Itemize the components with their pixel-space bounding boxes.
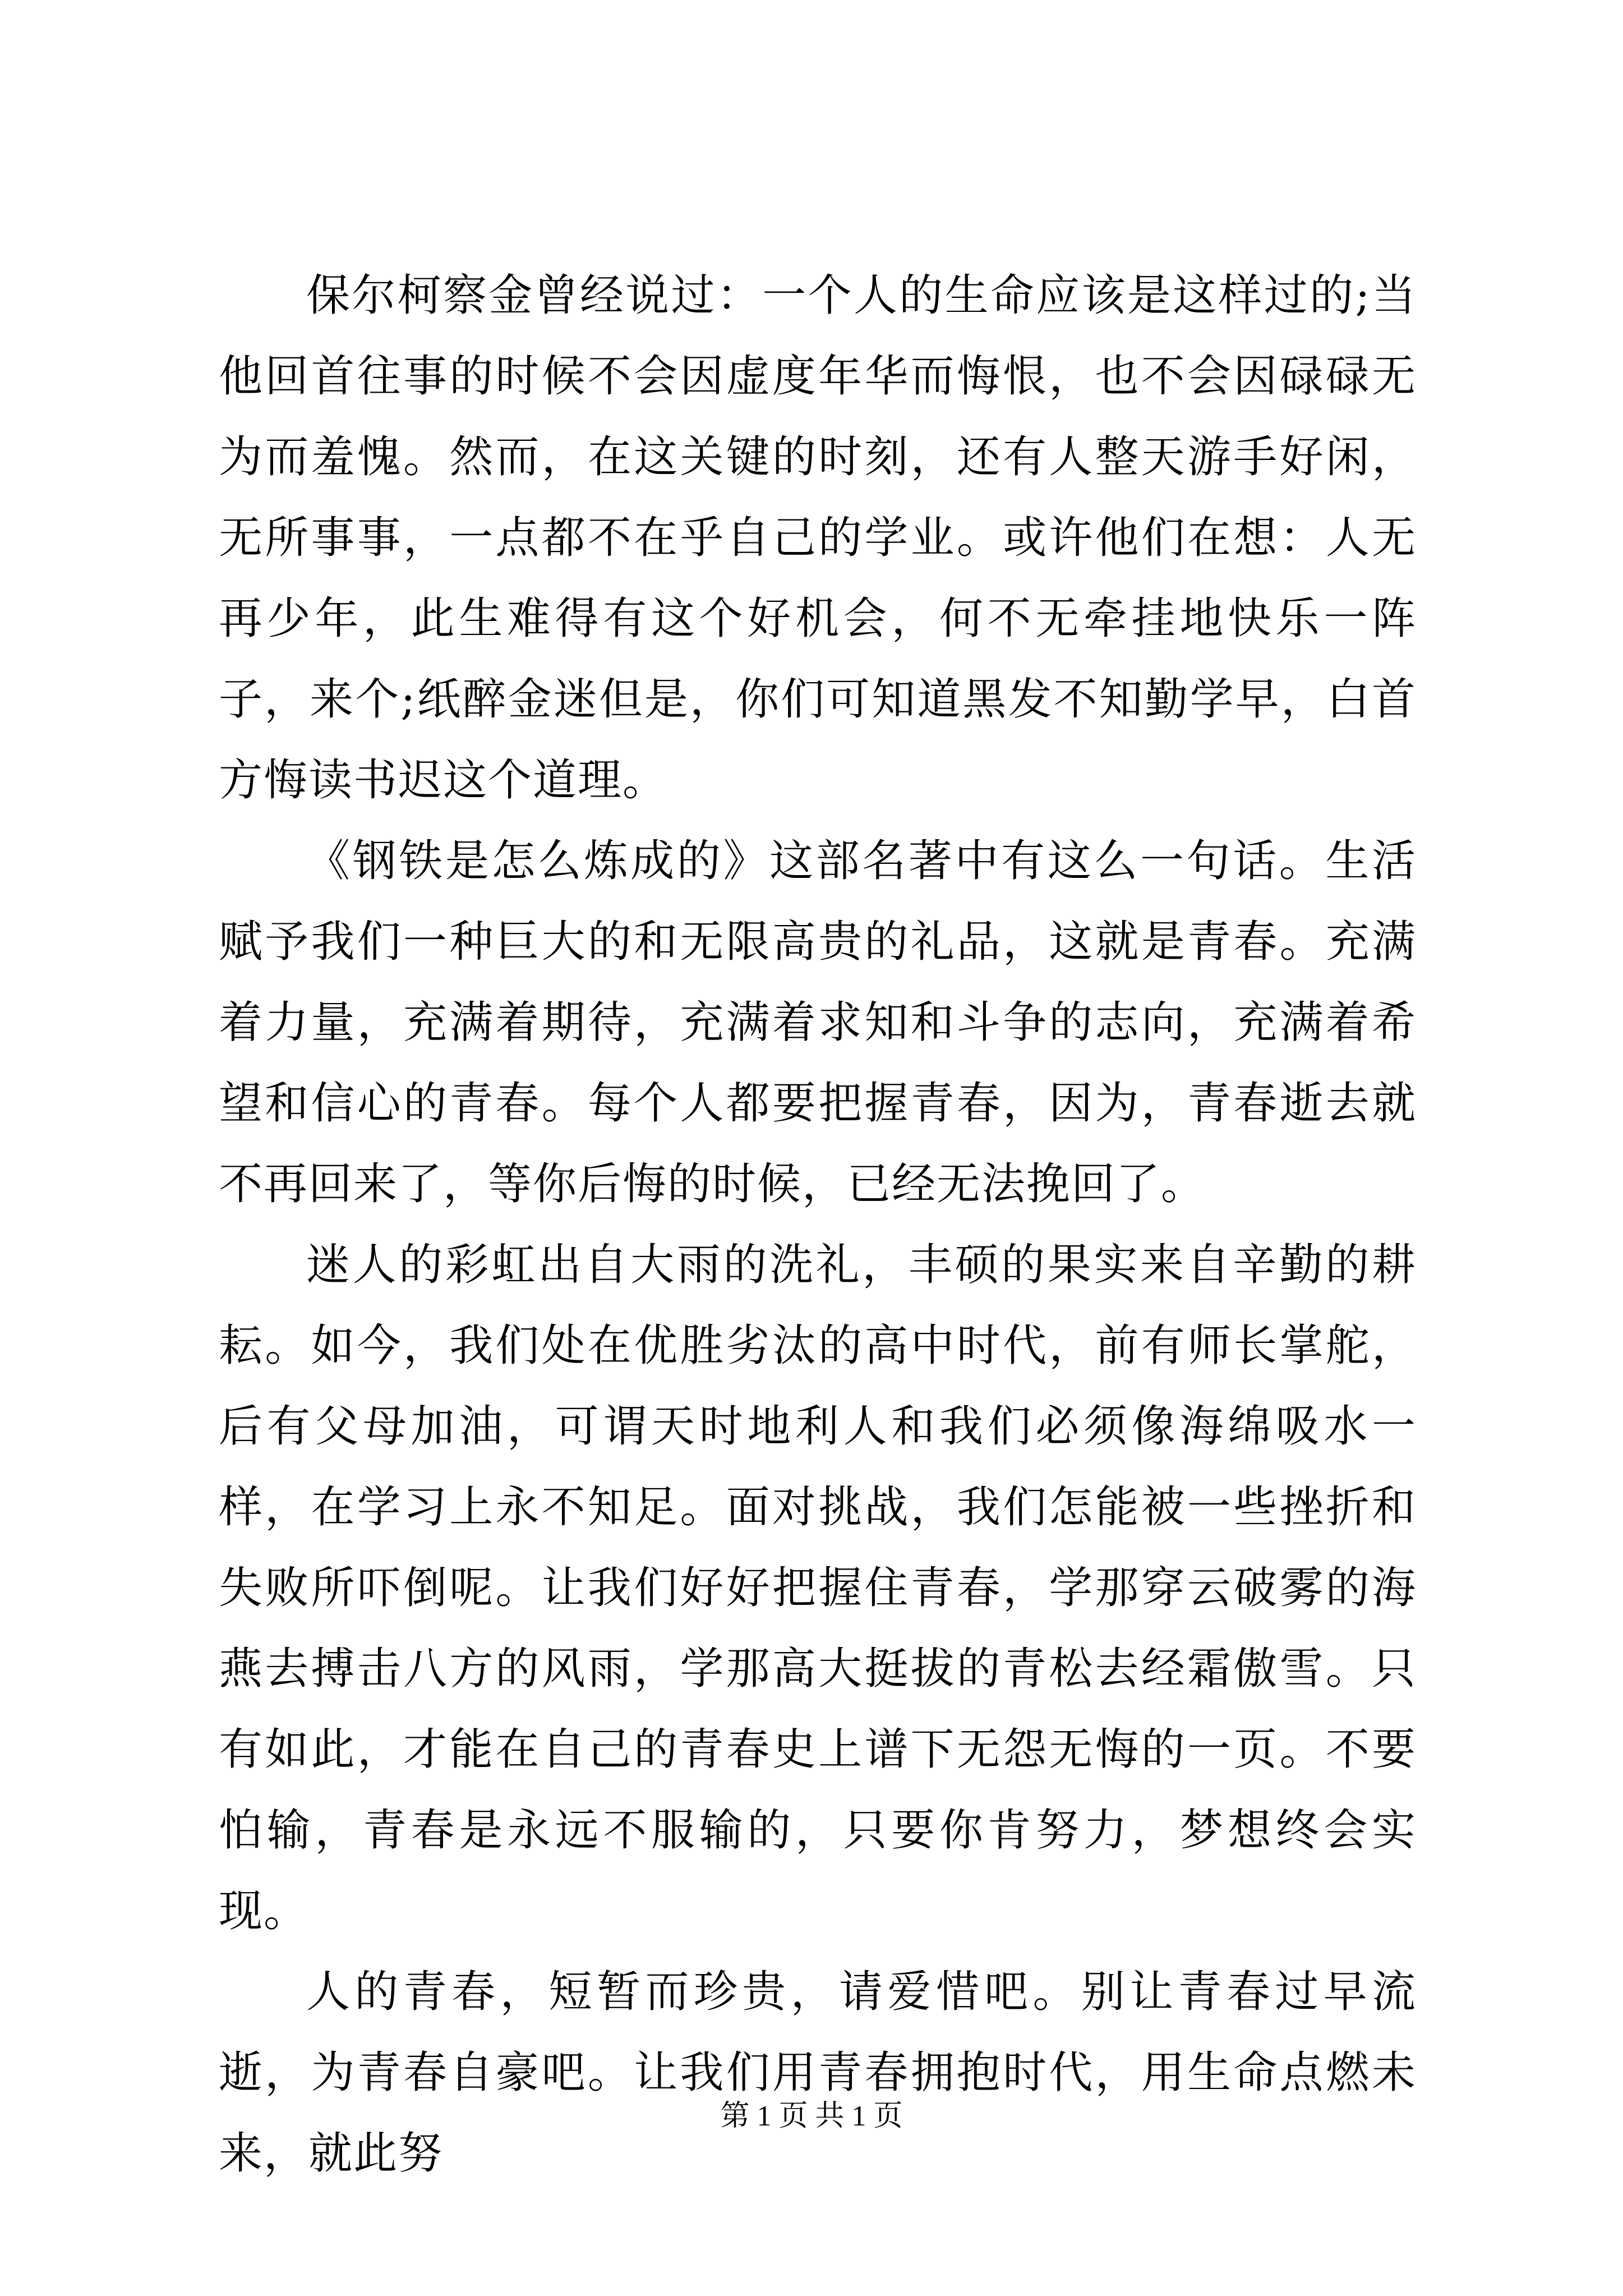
paragraph-1: 保尔柯察金曾经说过：一个人的生命应该是这样过的;当他回首往事的时候不会因虚度年华而悔恨，也不会因碌碌无为而羞愧。然而，在这关键的时刻，还有人整天游手好闲，无所事事，一点都不在乎自己的学业。或许他们在想：人无再少年，此生难得有这个好机会，何不无牵挂地快乐一阵子，来个;纸醉金迷但是，你们可知道黑发不知勤学早，白首方悔读书迟这个道理。 bbox=[219, 270, 1417, 806]
page-number-label: 第 1 页 共 1 页 bbox=[720, 2100, 903, 2132]
page-footer bbox=[0, 2097, 1623, 2136]
paragraph-3: 迷人的彩虹出自大雨的洗礼，丰硕的果实来自辛勤的耕耘。如今，我们处在优胜劣汰的高中时代，前有师长掌舵，后有父母加油，可谓天时地利人和我们必须像海绵吸水一样，在学习上永不知足。面对挑战，我们怎能被一些挫折和失败所吓倒呢。让我们好好把握住青春，学那穿云破雾的海燕去搏击八方的风雨，学那高大挺拔的青松去经霜傲雪。只有如此，才能在自己的青春史上谱下无怨无悔的一页。不要怕输，青春是永远不服输的，只要你肯努力，梦想终会实现。 bbox=[219, 1240, 1417, 1936]
paragraph-4: 人的青春，短暂而珍贵，请爱惜吧。别让青春过早流逝，为青春自豪吧。让我们用青春拥抱时代，用生命点燃未来，就此努 bbox=[219, 1967, 1417, 2179]
document-body bbox=[219, 255, 1417, 2194]
paragraph-2: 《钢铁是怎么炼成的》这部名著中有这么一句话。生活赋予我们一种巨大的和无限高贵的礼品，这就是青春。充满着力量，充满着期待，充满着求知和斗争的志向，充满着希望和信心的青春。每个人都要把握青春，因为，青春逝去就不再回来了，等你后悔的时候，已经无法挽回了。 bbox=[219, 836, 1417, 1209]
